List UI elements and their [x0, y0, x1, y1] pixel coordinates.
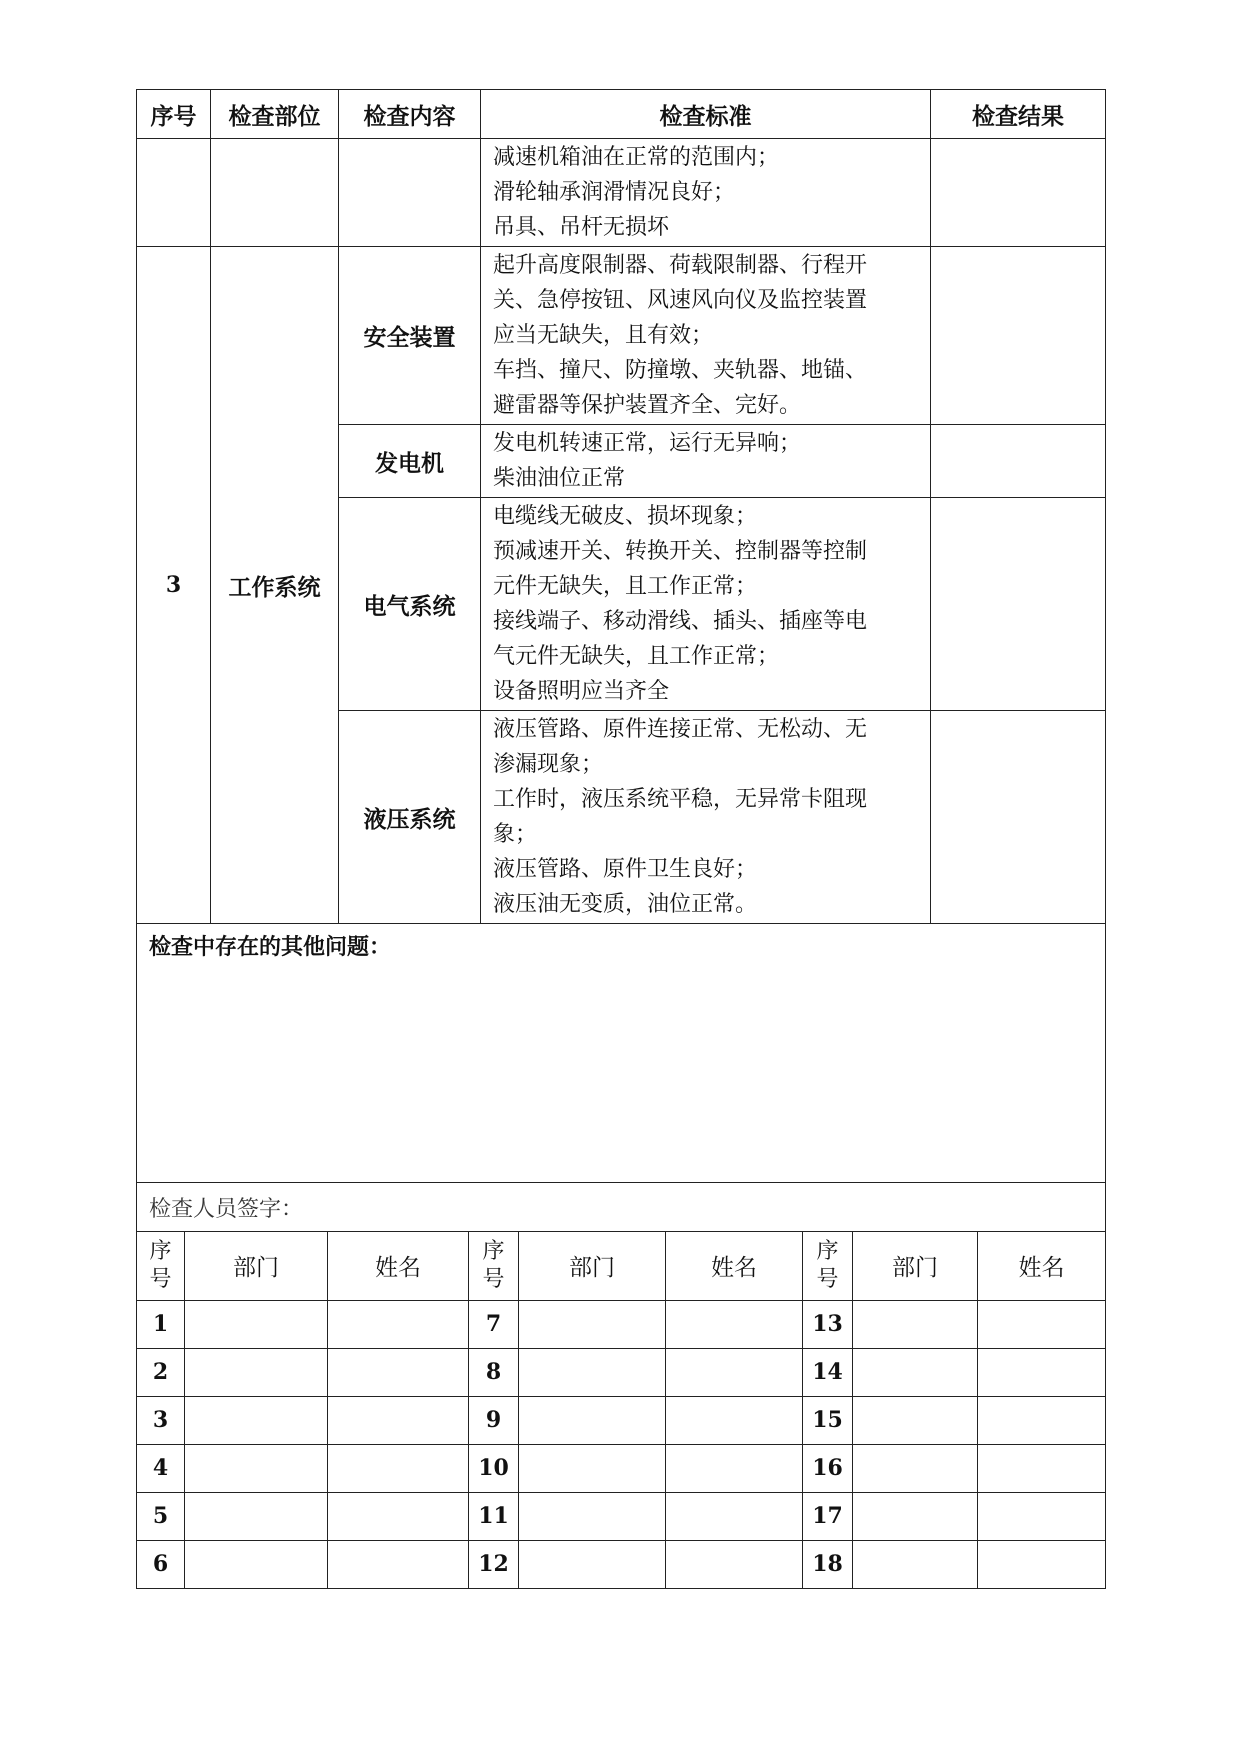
signature-no: 10 — [469, 1444, 519, 1492]
part-cell — [211, 139, 339, 247]
name-field[interactable] — [978, 1444, 1106, 1492]
signature-table — [136, 1231, 1106, 1589]
signature-no: 9 — [469, 1396, 519, 1444]
standard-line: 液压管路、原件连接正常、无松动、无 — [493, 717, 868, 742]
dept-field[interactable] — [519, 1540, 666, 1588]
dept-field[interactable] — [519, 1348, 666, 1396]
dept-field[interactable] — [185, 1492, 328, 1540]
signature-row — [137, 1396, 1106, 1444]
name-field[interactable] — [978, 1300, 1106, 1348]
standard-line: 关、急停按钮、风速风向仪及监控装置 — [493, 288, 868, 313]
dept-field[interactable] — [853, 1492, 978, 1540]
name-field[interactable] — [328, 1444, 469, 1492]
continuation-row — [137, 139, 1106, 247]
content-generator: 发电机 — [339, 425, 481, 498]
other-issues-field[interactable] — [137, 924, 1106, 1183]
header-no: 序号 — [137, 90, 211, 139]
section-row — [137, 247, 1106, 425]
signature-header-row — [137, 1231, 1106, 1300]
section-part: 工作系统 — [211, 247, 339, 924]
signature-no: 18 — [803, 1540, 853, 1588]
content-electrical-system: 电气系统 — [339, 498, 481, 711]
signature-no: 3 — [137, 1396, 185, 1444]
other-issues-row — [137, 924, 1106, 1183]
standard-line: 车挡、撞尺、防撞墩、夹轨器、地锚、 — [493, 358, 868, 383]
name-field[interactable] — [666, 1444, 803, 1492]
name-field[interactable] — [328, 1492, 469, 1540]
signature-no: 8 — [469, 1348, 519, 1396]
signature-rows — [137, 1300, 1106, 1588]
section-no: 3 — [137, 247, 211, 924]
standard-line: 渗漏现象； — [493, 752, 604, 777]
dept-field[interactable] — [185, 1444, 328, 1492]
standard-line: 吊具、吊杆无损坏 — [493, 215, 670, 240]
signature-no: 6 — [137, 1540, 185, 1588]
header-name: 姓名 — [666, 1231, 803, 1300]
dept-field[interactable] — [519, 1300, 666, 1348]
header-standard: 检查标准 — [481, 90, 931, 139]
signature-row — [137, 1540, 1106, 1588]
signature-no: 13 — [803, 1300, 853, 1348]
standard-line: 起升高度限制器、荷载限制器、行程开 — [493, 253, 868, 278]
name-field[interactable] — [666, 1396, 803, 1444]
result-cell[interactable] — [931, 247, 1106, 425]
name-field[interactable] — [666, 1348, 803, 1396]
signature-no: 16 — [803, 1444, 853, 1492]
signature-no: 11 — [469, 1492, 519, 1540]
standard-line: 滑轮轴承润滑情况良好； — [493, 180, 736, 205]
standard-line: 象； — [493, 822, 538, 847]
standard-cell — [481, 498, 931, 711]
signature-no: 15 — [803, 1396, 853, 1444]
result-cell[interactable] — [931, 711, 1106, 924]
signature-row — [137, 1492, 1106, 1540]
dept-field[interactable] — [853, 1540, 978, 1588]
dept-field[interactable] — [519, 1444, 666, 1492]
name-field[interactable] — [666, 1492, 803, 1540]
signature-no: 12 — [469, 1540, 519, 1588]
name-field[interactable] — [328, 1300, 469, 1348]
signature-row — [137, 1300, 1106, 1348]
header-no: 序 号 — [137, 1231, 185, 1300]
standard-line: 发电机转速正常，运行无异响； — [493, 431, 802, 456]
header-result: 检查结果 — [931, 90, 1106, 139]
signature-label-row — [137, 1183, 1106, 1232]
content-hydraulic-system: 液压系统 — [339, 711, 481, 924]
standard-line: 柴油油位正常 — [493, 466, 626, 491]
standard-cell — [481, 711, 931, 924]
other-issues-label: 检查中存在的其他问题： — [149, 935, 392, 960]
signature-no: 1 — [137, 1300, 185, 1348]
dept-field[interactable] — [519, 1396, 666, 1444]
name-field[interactable] — [328, 1396, 469, 1444]
name-field[interactable] — [666, 1300, 803, 1348]
standard-line: 应当无缺失，且有效； — [493, 323, 714, 348]
signature-row — [137, 1348, 1106, 1396]
standard-line: 减速机箱油在正常的范围内； — [493, 145, 780, 170]
content-safety-device: 安全装置 — [339, 247, 481, 425]
header-no: 序 号 — [803, 1231, 853, 1300]
standard-line: 预减速开关、转换开关、控制器等控制 — [493, 539, 868, 564]
standard-cell — [481, 425, 931, 498]
dept-field[interactable] — [185, 1396, 328, 1444]
content-cell — [339, 139, 481, 247]
signature-no: 7 — [469, 1300, 519, 1348]
signature-row — [137, 1444, 1106, 1492]
standard-line: 气元件无缺失，且工作正常； — [493, 644, 780, 669]
header-dept: 部门 — [185, 1231, 328, 1300]
result-cell[interactable] — [931, 498, 1106, 711]
standard-cell — [481, 139, 931, 247]
standard-line: 液压管路、原件卫生良好； — [493, 857, 758, 882]
dept-field[interactable] — [185, 1300, 328, 1348]
name-field[interactable] — [978, 1348, 1106, 1396]
result-cell[interactable] — [931, 139, 1106, 247]
header-dept: 部门 — [519, 1231, 666, 1300]
name-field[interactable] — [666, 1540, 803, 1588]
signature-no: 2 — [137, 1348, 185, 1396]
signature-no: 4 — [137, 1444, 185, 1492]
header-dept: 部门 — [853, 1231, 978, 1300]
dept-field[interactable] — [185, 1348, 328, 1396]
standard-line: 避雷器等保护装置齐全、完好。 — [493, 393, 802, 418]
standard-line: 接线端子、移动滑线、插头、插座等电 — [493, 609, 868, 634]
header-content: 检查内容 — [339, 90, 481, 139]
signature-no: 17 — [803, 1492, 853, 1540]
table-header-row — [137, 90, 1106, 139]
standard-line: 元件无缺失，且工作正常； — [493, 574, 758, 599]
header-name: 姓名 — [328, 1231, 469, 1300]
header-part: 检查部位 — [211, 90, 339, 139]
inspection-table — [136, 89, 1106, 1232]
standard-line: 工作时，液压系统平稳，无异常卡阻现 — [493, 787, 868, 812]
standard-line: 电缆线无破皮、损坏现象； — [493, 504, 758, 529]
dept-field[interactable] — [853, 1396, 978, 1444]
standard-cell — [481, 247, 931, 425]
dept-field[interactable] — [853, 1348, 978, 1396]
inspection-form — [136, 89, 1105, 1589]
result-cell[interactable] — [931, 425, 1106, 498]
name-field[interactable] — [978, 1540, 1106, 1588]
name-field[interactable] — [328, 1540, 469, 1588]
dept-field[interactable] — [853, 1300, 978, 1348]
name-field[interactable] — [328, 1348, 469, 1396]
dept-field[interactable] — [853, 1444, 978, 1492]
standard-line: 液压油无变质，油位正常。 — [493, 892, 758, 917]
standard-line: 设备照明应当齐全 — [493, 679, 670, 704]
header-no: 序 号 — [469, 1231, 519, 1300]
signature-label: 检查人员签字： — [137, 1183, 1106, 1232]
header-name: 姓名 — [978, 1231, 1106, 1300]
no-cell — [137, 139, 211, 247]
dept-field[interactable] — [519, 1492, 666, 1540]
dept-field[interactable] — [185, 1540, 328, 1588]
name-field[interactable] — [978, 1396, 1106, 1444]
signature-no: 5 — [137, 1492, 185, 1540]
name-field[interactable] — [978, 1492, 1106, 1540]
signature-no: 14 — [803, 1348, 853, 1396]
